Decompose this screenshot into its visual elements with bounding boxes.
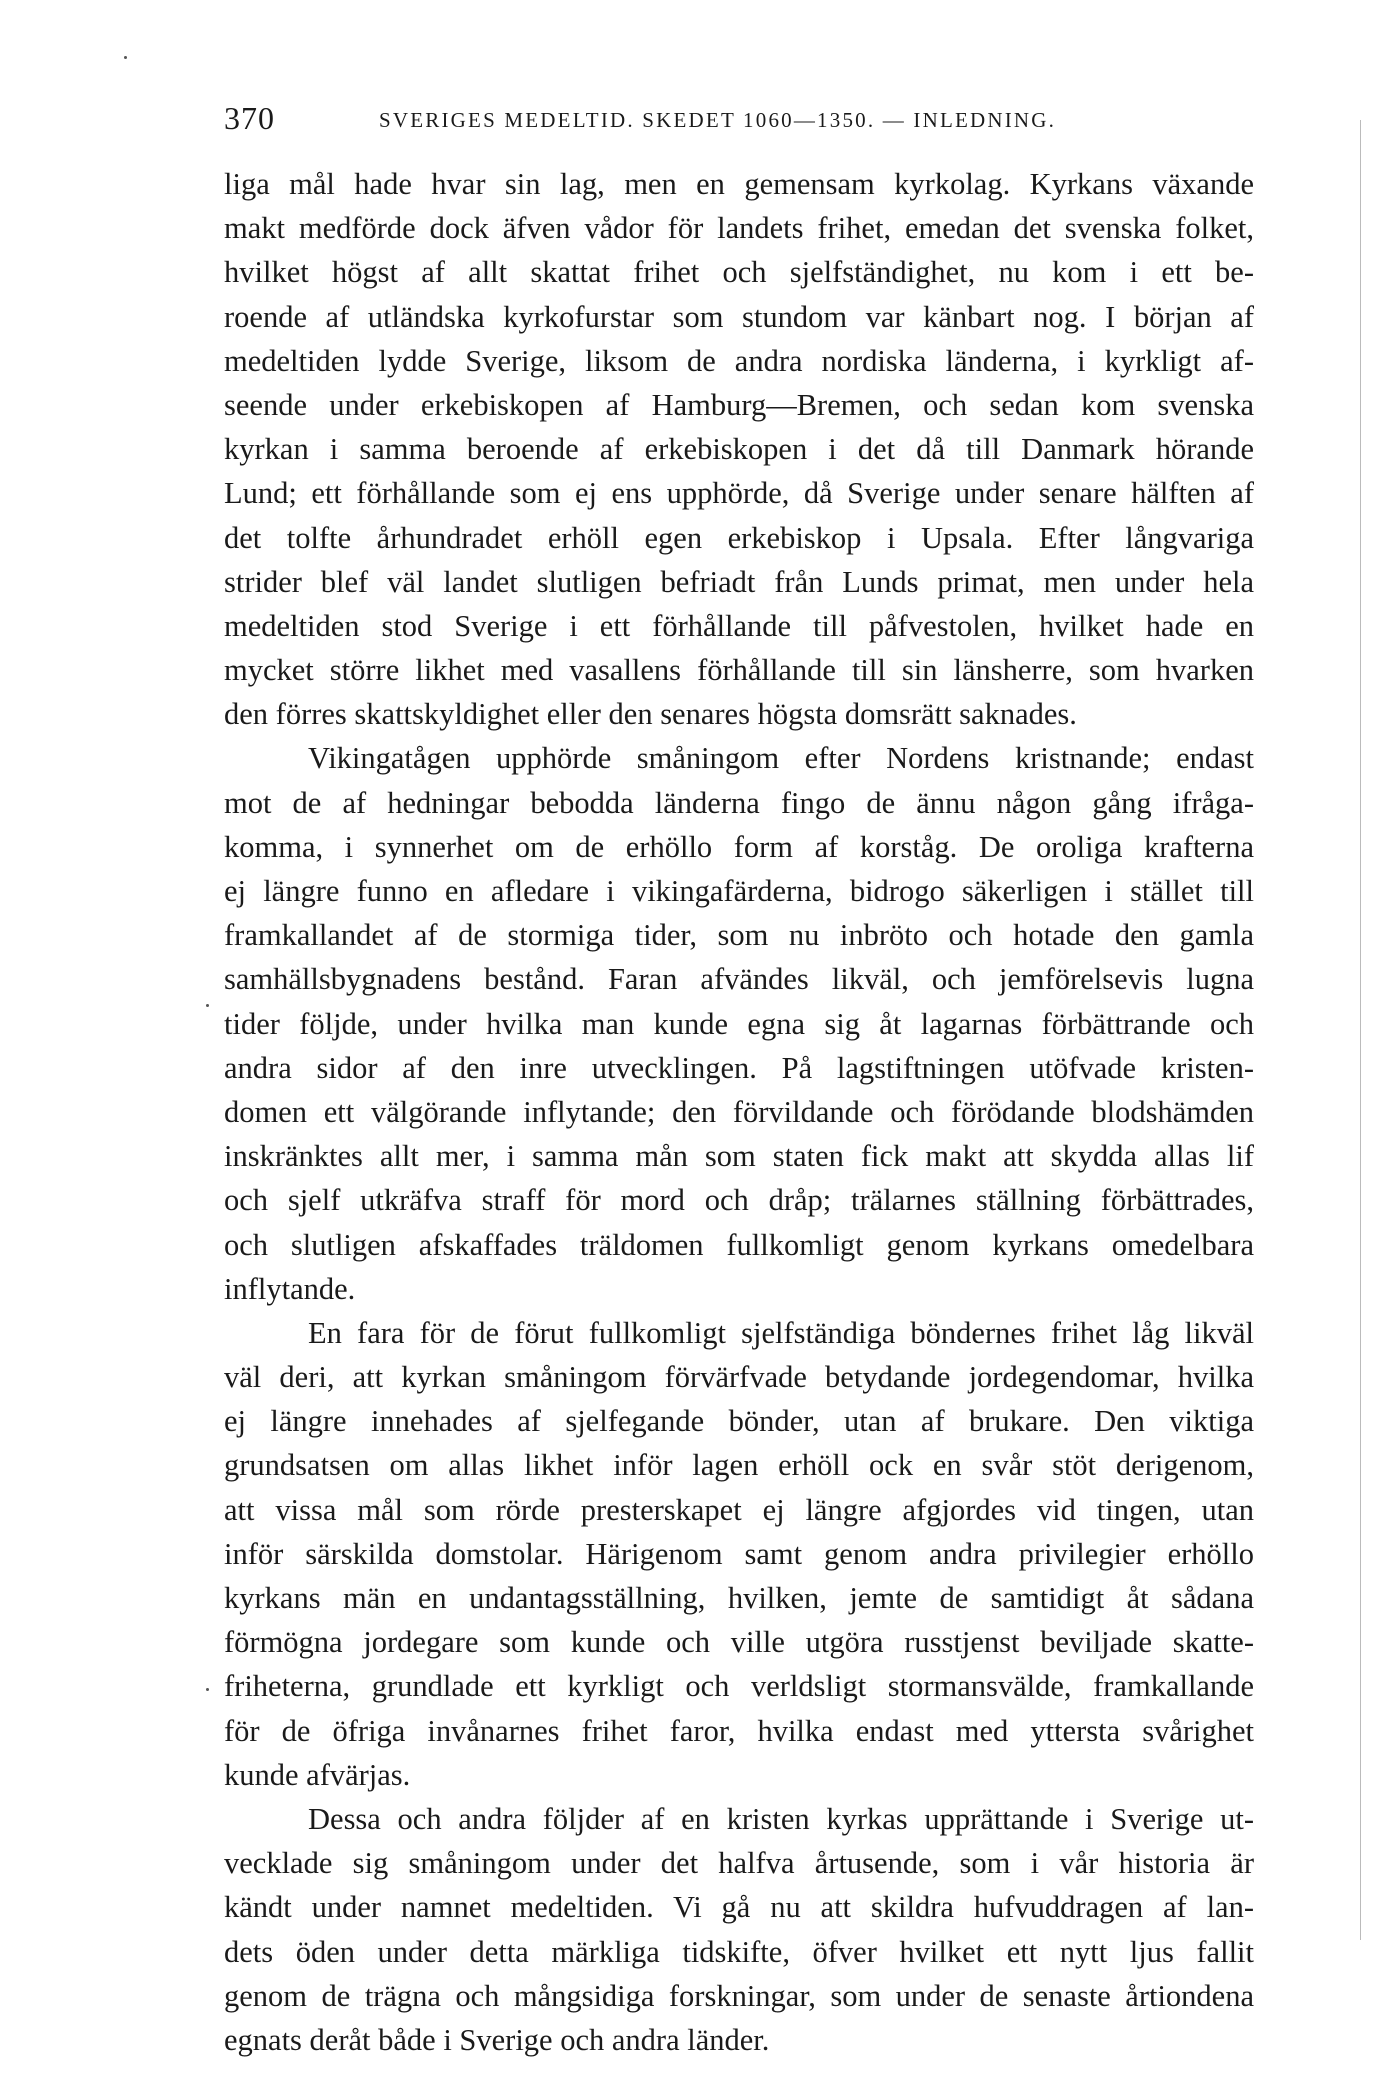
text-line: vecklade sig småningom under det halfva årtusende, som i vår historia är	[224, 1846, 1254, 1881]
text-line: friheterna, grundlade ett kyrkligt och verldsligt stormansvälde, framkallande	[224, 1669, 1254, 1704]
text-line: Lund; ett förhållande som ej ens upphörde, då Sverige under senare hälften af	[224, 476, 1254, 511]
print-speck	[206, 1688, 209, 1691]
text-line: inflytande.	[224, 1271, 356, 1306]
text-line: Vikingatågen upphörde småningom efter Nordens kristnande; endast	[308, 741, 1254, 776]
text-line: domen ett välgörande inflytande; den förvildande och förödande blodshämden	[224, 1094, 1254, 1129]
text-line: ej längre innehades af sjelfegande bönder, utan af brukare. Den viktiga	[224, 1404, 1254, 1439]
running-head: SVERIGES MEDELTID. SKEDET 1060—1350. — INLEDNING.	[379, 108, 1057, 132]
text-line: och slutligen afskaffades träldomen fullkomligt genom kyrkans omedelbara	[224, 1227, 1254, 1262]
text-line: den förres skattskyldighet eller den senares högsta domsrätt saknades.	[224, 697, 1077, 732]
text-line: En fara för de förut fullkomligt sjelfständiga böndernes frihet låg likväl	[308, 1315, 1254, 1350]
page-edge-shadow	[1360, 120, 1361, 1940]
paragraph	[224, 1311, 1254, 1797]
text-line: dets öden under detta märkliga tidskifte, öfver hvilket ett nytt ljus fallit	[224, 1934, 1254, 1969]
text-line: genom de trägna och mångsidiga forskningar, som under de senaste årtiondena	[224, 1978, 1254, 2013]
text-line: egnats deråt både i Sverige och andra länder.	[224, 2022, 770, 2057]
text-line: framkallandet af de stormiga tider, som nu inbröto och hotade den gamla	[224, 918, 1254, 953]
text-line: det tolfte århundradet erhöll egen erkebiskop i Upsala. Efter långvariga	[224, 520, 1254, 555]
text-line: tider följde, under hvilka man kunde egna sig åt lagarnas förbättrande och	[224, 1006, 1254, 1041]
text-line: medeltiden lydde Sverige, liksom de andra nordiska länderna, i kyrkligt af-	[224, 343, 1254, 378]
text-line: seende under erkebiskopen af Hamburg—Bremen, och sedan kom svenska	[224, 387, 1254, 422]
text-line: ej längre funno en afledare i vikingafärderna, bidrogo säkerligen i stället till	[224, 874, 1254, 908]
page-header	[224, 100, 1254, 144]
text-line: medeltiden stod Sverige i ett förhållande till påfvestolen, hvilket hade en	[224, 608, 1254, 643]
text-line: samhällsbygnadens bestånd. Faran afvändes likväl, och jemförelsevis lugna	[224, 962, 1254, 997]
text-line: andra sidor af den inre utvecklingen. På lagstiftningen utöfvade kristen-	[224, 1050, 1254, 1085]
text-line: och sjelf utkräfva straff för mord och dråp; trälarnes ställning förbättrades,	[224, 1183, 1254, 1218]
print-speck	[206, 1004, 209, 1007]
text-line: makt medförde dock äfven vådor för landets frihet, emedan det svenska folket,	[224, 211, 1254, 246]
paragraph	[224, 736, 1254, 1310]
text-line: hvilket högst af allt skattat frihet och sjelfständighet, nu kom i ett be-	[224, 255, 1254, 290]
text-line: väl deri, att kyrkan småningom förvärfvade betydande jordegendomar, hvilka	[224, 1360, 1254, 1395]
text-line: grundsatsen om allas likhet inför lagen erhöll ock en svår stöt derigenom,	[224, 1448, 1254, 1483]
paragraph	[224, 1797, 1254, 2062]
text-line: mot de af hedningar bebodda länderna fingo de ännu någon gång ifråga-	[224, 785, 1254, 820]
text-line: kändt under namnet medeltiden. Vi gå nu att skildra hufvuddragen af lan-	[224, 1890, 1254, 1925]
text-line: mycket större likhet med vasallens förhållande till sin länsherre, som hvarken	[224, 653, 1254, 688]
text-line: strider blef väl landet slutligen befriadt från Lunds primat, men under hela	[224, 564, 1254, 599]
text-line: att vissa mål som rörde presterskapet ej längre afgjordes vid tingen, utan	[224, 1492, 1254, 1527]
print-speck	[124, 56, 127, 59]
text-line: kunde afvärjas.	[224, 1757, 411, 1792]
text-line: kyrkans män en undantagsställning, hvilken, jemte de samtidigt åt sådana	[224, 1581, 1254, 1615]
text-line: för de öfriga invånarnes frihet faror, hvilka endast med yttersta svårighet	[224, 1713, 1254, 1748]
paragraph	[224, 162, 1254, 736]
text-line: liga mål hade hvar sin lag, men en gemensam kyrkolag. Kyrkans växande	[224, 167, 1254, 201]
text-line: komma, i synnerhet om de erhöllo form af korståg. De oroliga krafterna	[224, 829, 1254, 864]
body-text	[224, 162, 1254, 2062]
text-line: roende af utländska kyrkofurstar som stundom var känbart nog. I början af	[224, 299, 1254, 334]
text-line: inför särskilda domstolar. Härigenom samt genom andra privilegier erhöllo	[224, 1536, 1254, 1571]
text-line: Dessa och andra följder af en kristen kyrkas upprättande i Sverige ut-	[308, 1801, 1254, 1836]
text-line: inskränktes allt mer, i samma mån som staten fick makt att skydda allas lif	[224, 1139, 1254, 1174]
page-number: 370	[224, 100, 275, 136]
text-line: kyrkan i samma beroende af erkebiskopen i det då till Danmark hörande	[224, 432, 1254, 467]
text-line: förmögna jordegare som kunde och ville utgöra russtjenst beviljade skatte-	[224, 1625, 1254, 1660]
